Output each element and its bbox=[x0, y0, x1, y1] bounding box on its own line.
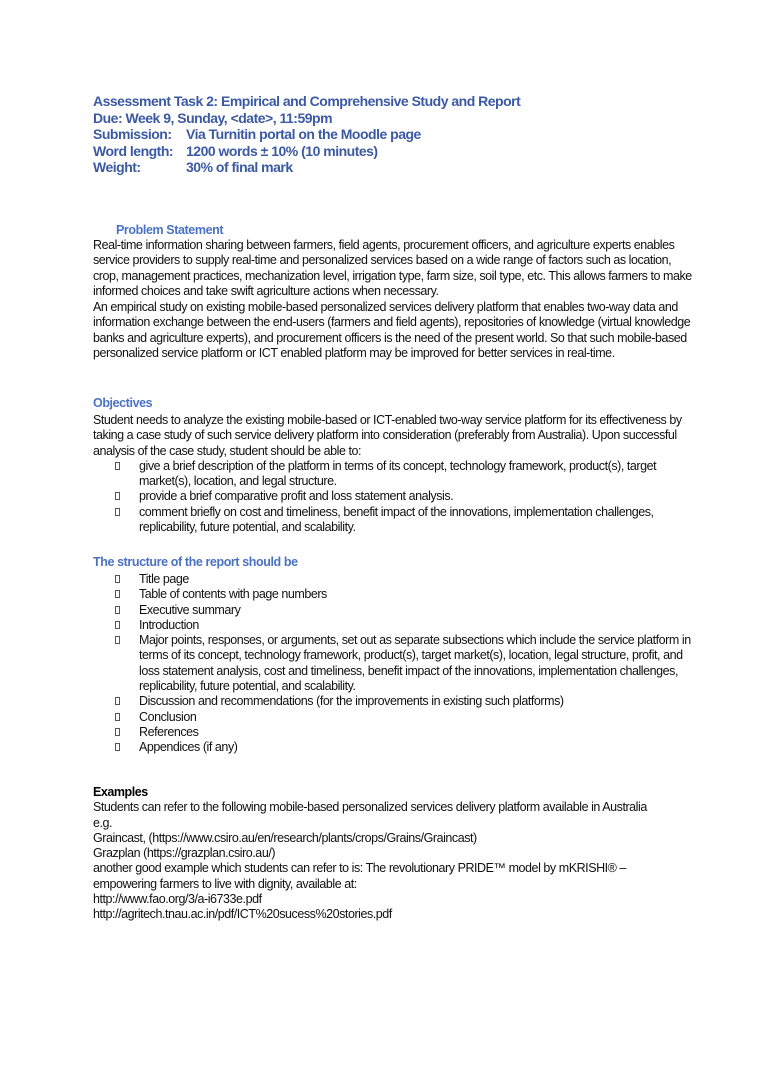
bullet-icon bbox=[115, 621, 120, 629]
objectives-list bbox=[93, 459, 693, 535]
structure-item: Discussion and recommendations (for the improvements in existing such platforms) bbox=[93, 694, 693, 709]
report-structure-body bbox=[93, 572, 693, 756]
examples-line: Graincast, (https://www.csiro.au/en/research/plants/crops/Grains/Graincast) bbox=[93, 830, 477, 845]
bullet-icon bbox=[115, 462, 120, 470]
objectives-heading: Objectives bbox=[93, 396, 153, 410]
header-weight bbox=[93, 159, 520, 176]
structure-item: Major points, responses, or arguments, set out as separate subsections which include the service platform in terms of its concept, technology framework, product(s), target market(s), location, legal structure, profit, and loss statement analysis, cost and timeliness, benefit impact of the innovations, implementation challenges, replicability, future potential, and scalability. bbox=[93, 633, 693, 694]
bullet-icon bbox=[115, 636, 120, 644]
structure-item: Conclusion bbox=[93, 710, 693, 725]
objectives-body bbox=[93, 413, 693, 535]
examples-heading: Examples bbox=[93, 785, 148, 799]
objective-item: comment briefly on cost and timeliness, benefit impact of the innovations, implementation challenges, replicability, future potential, and scalability. bbox=[93, 505, 693, 536]
examples-link[interactable]: http://agritech.tnau.ac.in/pdf/ICT%20sucess%20stories.pdf bbox=[93, 907, 392, 922]
bullet-icon bbox=[115, 713, 120, 721]
problem-paragraph-2: An empirical study on existing mobile-based personalized services delivery platform that enables two-way data and information exchange between the end-users (farmers and field agents), repositories of knowledge (virtual knowledge banks and agriculture experts), and procurement officers is the need of the present world. So that such mobile-based personalized service platform or ICT enabled platform may be improved for better services in real-time. bbox=[93, 300, 691, 361]
bullet-icon bbox=[115, 697, 120, 705]
report-structure-heading: The structure of the report should be bbox=[93, 555, 298, 569]
assessment-header bbox=[93, 93, 520, 176]
weight-value: 30% of final mark bbox=[186, 159, 293, 175]
submission-value: Via Turnitin portal on the Moodle page bbox=[186, 126, 421, 142]
examples-link[interactable]: http://www.fao.org/3/a-i6733e.pdf bbox=[93, 892, 262, 907]
header-due: Due: Week 9, Sunday, <date>, 11:59pm bbox=[93, 109, 333, 126]
header-submission bbox=[93, 126, 520, 143]
examples-section bbox=[93, 785, 693, 923]
bullet-icon bbox=[115, 508, 120, 516]
structure-item: Table of contents with page numbers bbox=[93, 587, 693, 602]
objectives-intro: Student needs to analyze the existing mobile-based or ICT-enabled two-way service platform for its effectiveness by taking a case study of such service delivery platform into consideration (preferably from Australia). Upon successful analysis of the case study, student should be able to: bbox=[93, 413, 682, 458]
problem-statement-body bbox=[93, 238, 693, 361]
bullet-icon bbox=[115, 590, 120, 598]
bullet-icon bbox=[115, 492, 120, 500]
objective-item: give a brief description of the platform in terms of its concept, technology framework, product(s), target market(s), location, and legal structure. bbox=[93, 459, 693, 490]
examples-line: Students can refer to the following mobile-based personalized services delivery platform available in Australia e.g. bbox=[93, 800, 647, 830]
structure-item: Executive summary bbox=[93, 603, 693, 618]
bullet-icon bbox=[115, 728, 120, 736]
word-length-label: Word length: bbox=[93, 142, 174, 159]
bullet-icon bbox=[115, 575, 120, 583]
problem-statement-heading: Problem Statement bbox=[116, 223, 224, 237]
weight-label: Weight: bbox=[93, 159, 141, 175]
submission-label: Submission: bbox=[93, 126, 172, 142]
objective-item: provide a brief comparative profit and loss statement analysis. bbox=[93, 489, 693, 504]
structure-item: Appendices (if any) bbox=[93, 740, 693, 755]
bullet-icon bbox=[115, 743, 120, 751]
header-title: Assessment Task 2: Empirical and Comprehensive Study and Report bbox=[93, 93, 521, 109]
report-structure-list bbox=[93, 572, 693, 756]
problem-paragraph-1: Real-time information sharing between farmers, field agents, procurement officers, and agriculture experts enables service providers to supply real-time and personalized services based on a wide range of factors such as location, crop, management practices, mechanization level, irrigation type, farm size, soil type, etc. This allows farmers to make informed choices and take swift agriculture actions when necessary. bbox=[93, 238, 692, 298]
structure-item: Introduction bbox=[93, 618, 693, 633]
bullet-icon bbox=[115, 606, 120, 614]
structure-item: Title page bbox=[93, 572, 693, 587]
structure-item: References bbox=[93, 725, 693, 740]
word-length-value: 1200 words ± 10% (10 minutes) bbox=[186, 142, 378, 159]
examples-line: Grazplan (https://grazplan.csiro.au/) bbox=[93, 846, 276, 861]
header-word-length bbox=[93, 143, 520, 160]
examples-line: another good example which students can refer to is: The revolutionary PRIDE™ model by mKRISHI® – empowering farmers to live with dignity, available at: bbox=[93, 861, 626, 891]
